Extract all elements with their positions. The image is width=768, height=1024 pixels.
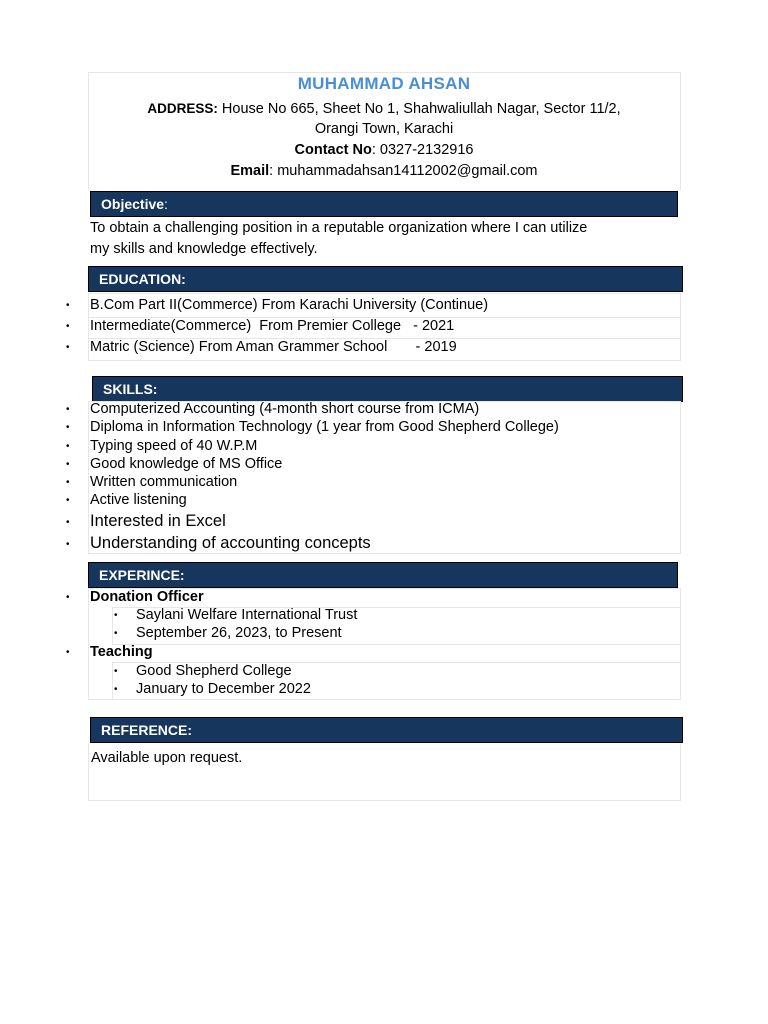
education-item: Intermediate(Commerce) From Premier College - 2021 [90,318,455,334]
bullet: • [66,342,70,353]
bullet: • [66,539,70,550]
job-title: Teaching [90,644,153,660]
experience-heading: EXPERINCE: [88,562,678,588]
skill-item: Typing speed of 40 W.P.M [90,438,258,454]
email-line [88,161,680,182]
contact-value: : 0327-2132916 [371,142,474,158]
contact-line [88,140,680,161]
address-line-1 [88,98,680,120]
bullet: • [66,495,70,506]
bullet: • [114,684,118,695]
education-item: B.Com Part II(Commerce) From Karachi University (Continue) [90,297,489,313]
contact-label: Contact No [294,142,372,158]
address-label: ADDRESS: [147,101,218,116]
bullet: • [66,422,70,433]
reference-text: Available upon request. [91,750,243,766]
bullet: • [66,647,70,658]
bullet: • [66,459,70,470]
bullet: • [114,666,118,677]
email-label: Email [230,163,270,179]
skill-item: Diploma in Information Technology (1 year from Good Shepherd College) [90,419,559,435]
bullet: • [114,628,118,639]
bullet: • [66,477,70,488]
skill-item: Computerized Accounting (4-month short course from ICMA) [90,401,480,417]
job-detail: September 26, 2023, to Present [136,625,342,641]
experience-indent-line [112,662,113,700]
job-title: Donation Officer [90,589,204,605]
education-item: Matric (Science) From Aman Grammer School - 2019 [90,339,457,355]
experience-indent-line [112,607,113,644]
objective-heading [90,191,678,217]
experience-divider [112,644,681,645]
address-line-2: Orangi Town, Karachi [314,121,454,137]
bullet: • [66,404,70,415]
skill-item: Active listening [90,492,187,508]
job-detail: Good Shepherd College [136,663,292,679]
skill-item: Interested in Excel [90,512,226,530]
bullet: • [66,592,70,603]
skill-item: Understanding of accounting concepts [90,534,371,552]
job-detail: January to December 2022 [136,681,311,697]
bullet: • [66,321,70,332]
bullet: • [114,610,118,621]
address-text: House No 665, Sheet No 1, Shahwaliullah Nagar, Sector 11/2, [221,101,621,117]
objective-heading-text: Objective [101,196,165,212]
skills-heading: SKILLS: [92,376,683,402]
reference-heading: REFERENCE: [90,717,683,743]
bullet: • [66,517,70,528]
objective-line-1: To obtain a challenging position in a reputable organization where I can utilize [90,220,588,236]
skill-item: Written communication [90,474,238,490]
candidate-name: MUHAMMAD AHSAN [297,74,471,93]
objective-heading-colon: : [164,196,168,212]
education-heading: EDUCATION: [88,266,683,292]
objective-line-2: my skills and knowledge effectively. [90,241,318,257]
skill-item: Good knowledge of MS Office [90,456,283,472]
email-value: : muhammadahsan14112002@gmail.com [269,163,538,179]
bullet: • [66,300,70,311]
job-detail: Saylani Welfare International Trust [136,607,358,623]
bullet: • [66,441,70,452]
